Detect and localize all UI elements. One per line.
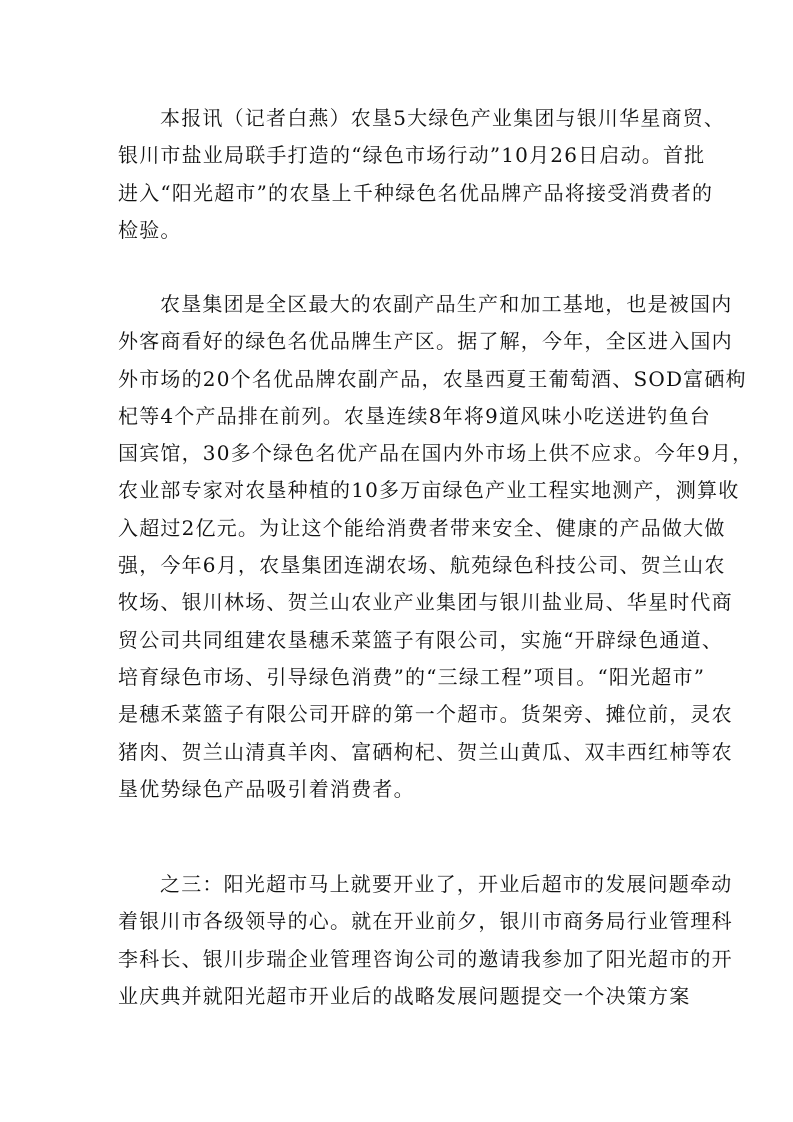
text-line: 国宾馆，30多个绿色名优产品在国内外市场上供不应求。今年9月， xyxy=(118,441,754,466)
text-line: 外市场的20个名优品牌农副产品，农垦西夏王葡萄酒、SOD富硒枸 xyxy=(118,366,747,391)
paragraph-news-lead xyxy=(118,100,726,249)
paragraph-group-overview xyxy=(118,286,754,808)
text-line: 外客商看好的绿色名优品牌生产区。据了解，今年，全区进入国内 xyxy=(118,329,733,354)
text-line: 银川市盐业局联手打造的“绿色市场行动”10月26日启动。首批 xyxy=(118,143,706,168)
text-line: 农业部专家对农垦种植的10多万亩绿色产业工程实地测产，测算收 xyxy=(118,478,740,503)
text-line: 是穗禾菜篮子有限公司开辟的第一个超市。货架旁、摊位前，灵农 xyxy=(118,702,733,727)
text-line: 强，今年6月，农垦集团连湖农场、航苑绿色科技公司、贺兰山农 xyxy=(118,553,726,578)
text-line: 猪肉、贺兰山清真羊肉、富硒枸杞、贺兰山黄瓜、双丰西红柿等农 xyxy=(118,739,733,764)
text-line: 本报讯（记者白燕）农垦5大绿色产业集团与银川华星商贸、 xyxy=(160,106,726,130)
text-line: 李科长、银川步瑞企业管理咨询公司的邀请我参加了阳光超市的开 xyxy=(118,946,733,971)
text-line: 培育绿色市场、引导绿色消费”的“三绿工程”项目。“阳光超市” xyxy=(118,664,706,689)
text-line: 着银川市各级领导的心。就在开业前夕，银川市商务局行业管理科 xyxy=(118,909,733,934)
text-line: 农垦集团是全区最大的农副产品生产和加工基地，也是被国内 xyxy=(160,292,733,316)
text-line: 贸公司共同组建农垦穗禾菜篮子有限公司，实施“开辟绿色通道、 xyxy=(118,627,724,652)
text-line: 检验。 xyxy=(118,217,182,242)
text-line: 入超过2亿元。为让这个能给消费者带来安全、健康的产品做大做 xyxy=(118,515,726,540)
paragraph-part-three xyxy=(118,866,733,1015)
text-line: 之三：阳光超市马上就要开业了，开业后超市的发展问题牵动 xyxy=(160,872,733,896)
text-line: 业庆典并就阳光超市开业后的战略发展问题提交一个决策方案 xyxy=(118,983,691,1008)
text-line: 进入“阳光超市”的农垦上千种绿色名优品牌产品将接受消费者的 xyxy=(118,180,714,205)
text-line: 杞等4个产品排在前列。农垦连续8年将9道风味小吃送进钓鱼台 xyxy=(118,403,711,428)
text-line: 垦优势绿色产品吸引着消费者。 xyxy=(118,776,415,801)
text-line: 牧场、银川林场、贺兰山农业产业集团与银川盐业局、华星时代商 xyxy=(118,590,733,615)
